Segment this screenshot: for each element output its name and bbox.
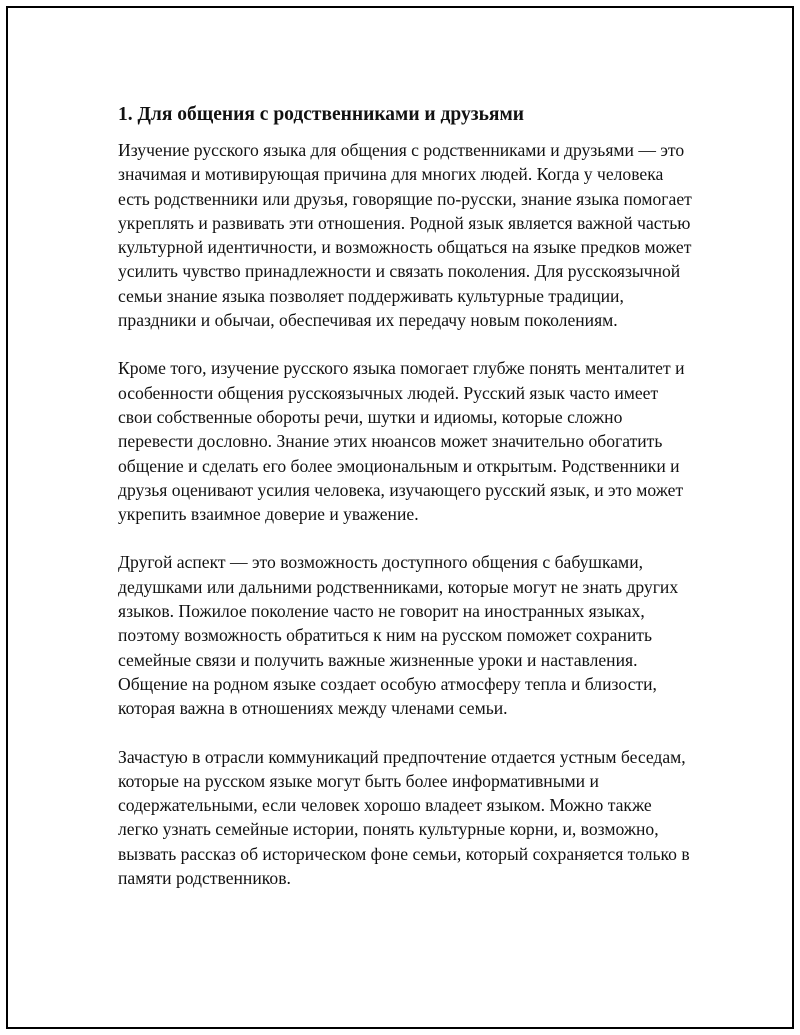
page-frame xyxy=(6,6,794,1029)
paragraph-2: Кроме того, изучение русского языка помогает глубже понять менталитет и особенности общения русскоязычных людей. Русский язык часто имеет свои собственные обороты речи, шутки и идиомы, которые сложно перевести дословно. Знание этих нюансов может значительно обогатить общение и сделать его более эмоциональным и открытым. Родственники и друзья оценивают усилия человека, изучающего русский язык, и это может укрепить взаимное доверие и уважение. xyxy=(118,358,685,525)
document-body xyxy=(118,102,693,914)
paragraph-1: Изучение русского языка для общения с родственниками и друзьями — это значимая и мотивирующая причина для многих людей. Когда у человека есть родственники или друзья, говорящие по-русски, знание языка помогает укреплять и развивать эти отношения. Родной язык является важной частью культурной идентичности, и возможность общаться на языке предков может усилить чувство принадлежности и связать поколения. Для русскоязычной семьи знание языка позволяет поддерживать культурные традиции, праздники и обычаи, обеспечивая их передачу новым поколениям. xyxy=(118,140,692,331)
paragraph-3: Другой аспект — это возможность доступного общения с бабушками, дедушками или дальними родственниками, которые могут не знать других языков. Пожилое поколение часто не говорит на иностранных языках, поэтому возможность обратиться к ним на русском поможет сохранить семейные связи и получить важные жизненные уроки и наставления. Общение на родном языке создает особую атмосферу тепла и близости, которая важна в отношениях между членами семьи. xyxy=(118,552,679,719)
section-heading: 1. Для общения с родственниками и друзьями xyxy=(118,104,524,125)
paragraph-4: Зачастую в отрасли коммуникаций предпочтение отдается устным беседам, которые на русском языке могут быть более информативными и содержательными, если человек хорошо владеет языком. Можно также легко узнать семейные истории, понять культурные корни, и, возможно, вызвать рассказ об историческом фоне семьи, который сохраняется только в памяти родственников. xyxy=(118,746,690,889)
